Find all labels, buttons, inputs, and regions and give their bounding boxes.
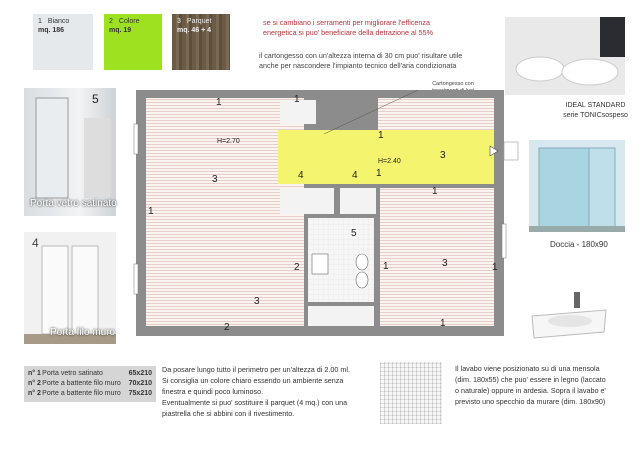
door-glass-number: 5: [92, 92, 99, 106]
plan-label: 1: [440, 318, 446, 329]
door-glass-photo: [24, 88, 116, 216]
door-wall-caption: Porta filo muro: [50, 327, 116, 338]
plan-label: 4: [352, 170, 358, 181]
plan-label: 1: [294, 94, 300, 105]
plan-label: 4: [298, 170, 304, 181]
sink-photo: [526, 288, 610, 346]
legend-row: n° 2 Porte a battente filo muro 70x210: [28, 380, 152, 387]
plan-label: 1: [383, 261, 389, 272]
door-wall-number: 4: [32, 236, 39, 250]
plan-label: 3: [254, 296, 260, 307]
plan-height-2: H=2.40: [378, 158, 401, 165]
plan-label: 3: [212, 174, 218, 185]
plasterboard-note: il cartongesso con un'altezza interna di 30 cm puo' risultare utile anche per nascondere l'impianto tecnico dell'aria condizionata: [259, 51, 463, 70]
door-glass-caption: Porta vetro satinato: [30, 198, 117, 209]
door-legend: [24, 366, 156, 402]
room-right-top: [378, 98, 494, 130]
plan-label: 1: [378, 130, 384, 141]
plan-label: 3: [440, 150, 446, 161]
plan-label: 1: [216, 97, 222, 108]
plan-label: 1: [376, 168, 382, 179]
plan-label: 5: [351, 228, 357, 239]
sink-paragraph: Il lavabo viene posizionato su di una mensola (dim. 180x55) che puo' essere in legno (laccato o naturale) oppure in ardesia. Sopra il lavabo e' previsto uno specchio da murare (dim. 180x90): [455, 364, 606, 406]
plan-height-1: H=2.70: [217, 138, 240, 145]
legend-row: n° 1 Porta vetro satinato 65x210: [28, 370, 152, 377]
plan-label-left: 1: [148, 206, 154, 217]
tile-swatch: [380, 362, 442, 424]
swatch-color: 2 Colore mq. 19: [104, 14, 162, 70]
swatch-white: 1 Bianco mq. 186: [33, 14, 93, 70]
legend-row: n° 2 Porte a battente filo muro 75x210: [28, 390, 152, 397]
plan-label: 2: [224, 322, 230, 333]
toilet-caption: IDEAL STANDARD serie TONICsospeso: [563, 102, 628, 119]
shower-photo: [529, 140, 625, 232]
shower-caption: Doccia - 180x90: [550, 240, 608, 249]
plan-label: 1: [492, 262, 498, 273]
room-bedroom: [380, 188, 494, 326]
plan-label: 1: [432, 186, 438, 197]
room-hall: [308, 306, 374, 326]
floor-paragraph: Da posare lungo tutto il perimetro per un'altezza di 2.00 ml. Si consiglia un colore chiaro essendo un ambiente senza finestra e quindi poco luminoso. Eventualmente si puo' sostituire il parquet (4 mq.) con una piastrella che si abbini con il rivestimento.: [162, 365, 350, 418]
plan-label: 3: [442, 258, 448, 269]
floor-plan: [118, 84, 524, 346]
callout-note: Cartongesso con: [432, 81, 474, 87]
plan-label: 2: [294, 262, 300, 273]
energy-note: se si cambiano i serramenti per migliorare l'efficenza energetica si puo' beneficiare della detrazione al 55%: [263, 18, 433, 37]
swatch-parquet: 3 Parquet mq. 46 + 4: [172, 14, 230, 70]
room-corridor: [278, 130, 494, 184]
room-closet-mid: [280, 188, 334, 214]
